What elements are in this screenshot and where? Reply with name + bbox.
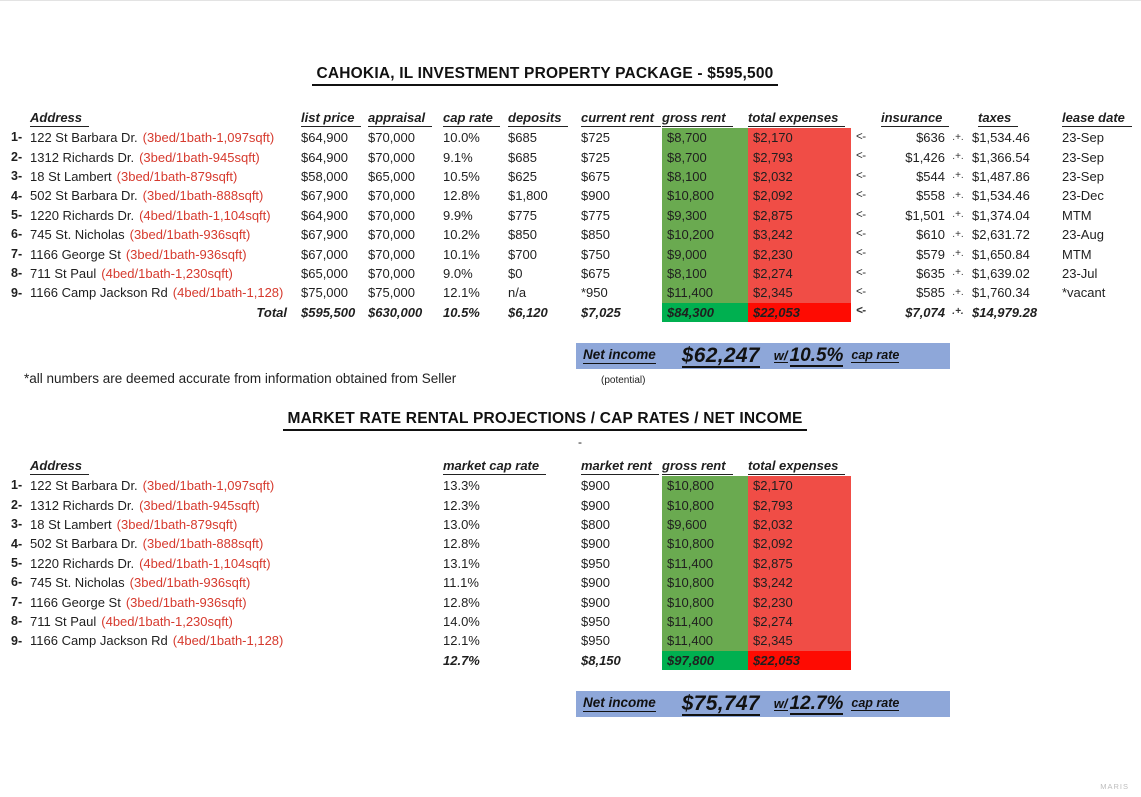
cap-rate-cell: 9.9% (443, 207, 473, 223)
row-number: 2- (11, 149, 23, 164)
market-rent-cell: $900 (581, 594, 610, 610)
list-price-cell: $67,900 (301, 227, 348, 243)
cap-rate-cell: 10.5% (443, 168, 480, 184)
taxes-cell: $1,650.84 (972, 246, 1030, 262)
col-header-market-rent: market rent (581, 459, 659, 475)
address-text: 502 St Barbara Dr. (30, 188, 138, 204)
current-rent-cell: $750 (581, 246, 610, 262)
gross-rent-cell: $8,100 (662, 167, 748, 186)
plus-separator: .+. (952, 131, 964, 143)
market-cap-rate-cell: 13.1% (443, 555, 480, 571)
address-text: 18 St Lambert (30, 168, 112, 184)
row-number: 3- (11, 517, 23, 532)
plus-separator: .+. (952, 306, 964, 318)
arrow-left-icon: <- (856, 266, 866, 279)
lease-date-cell: 23-Dec (1062, 188, 1104, 204)
address-text: 745 St. Nicholas (30, 575, 125, 591)
arrow-left-icon: <- (856, 208, 866, 221)
total-expenses-cell: $2,875 (748, 554, 851, 573)
cap-rate-cell: 10.1% (443, 246, 480, 262)
insurance-cell: $544 (916, 168, 945, 184)
address-cell (30, 286, 301, 299)
col-header-deposits: deposits (508, 111, 568, 127)
address-spec: (3bed/1bath-888sqft) (142, 536, 264, 552)
deposits-cell: $1,800 (508, 188, 548, 204)
address-cell (30, 615, 443, 628)
potential-note: (potential) (601, 375, 646, 386)
taxes-cell: $2,631.72 (972, 227, 1030, 243)
total-expenses-cell: $2,092 (748, 186, 851, 205)
lease-date-cell: *vacant (1062, 285, 1106, 301)
col-header-address: Address (30, 459, 89, 475)
address-text: 1220 Richards Dr. (30, 207, 135, 223)
market-cap-rate-cell: 12.3% (443, 497, 480, 513)
address-spec: (3bed/1bath-888sqft) (142, 188, 264, 204)
plus-separator: .+. (952, 248, 964, 260)
address-spec: (3bed/1bath-945sqft) (139, 497, 260, 513)
address-cell (30, 634, 443, 647)
list-price-cell: $67,900 (301, 188, 348, 204)
plus-separator: .+. (952, 170, 964, 182)
property-row (8, 225, 1140, 244)
address-spec: (4bed/1bath-1,104sqft) (139, 555, 271, 571)
property-row (8, 206, 1140, 225)
col-header-lease-date: lease date (1062, 111, 1132, 127)
table2-rows (8, 476, 851, 651)
insurance-cell: $579 (916, 246, 945, 262)
lease-date-cell: MTM (1062, 207, 1092, 223)
row-number: 9- (11, 633, 23, 648)
table1-total-row (8, 303, 1140, 322)
address-cell (30, 228, 301, 241)
cap-rate-cell: 12.8% (443, 188, 480, 204)
property-row (8, 592, 851, 611)
net-income-bar-current (576, 343, 950, 369)
deposits-cell: $625 (508, 168, 537, 184)
property-row (8, 167, 1140, 186)
net-income-bar-market (576, 691, 950, 717)
address-spec: (4bed/1bath-1,230sqft) (101, 613, 233, 629)
gross-rent-cell: $8,700 (662, 128, 748, 147)
property-row (8, 631, 851, 650)
market-cap-rate-cell: 11.1% (443, 575, 479, 591)
address-text: 1312 Richards Dr. (30, 149, 135, 165)
property-row (8, 476, 851, 495)
row-number: 8- (11, 266, 23, 281)
cap-rate-value: 10.5% (789, 344, 844, 366)
col-header-insurance: insurance (881, 111, 949, 127)
address-cell (30, 479, 443, 492)
gross-rent-cell: $9,000 (662, 244, 748, 263)
gross-rent-cell: $10,800 (662, 592, 748, 611)
total-taxes: $14,979.28 (972, 304, 1038, 320)
plus-separator: .+. (952, 209, 964, 221)
section2-title-text: MARKET RATE RENTAL PROJECTIONS / CAP RATES / NET INCOME (283, 410, 806, 431)
total-expenses-cell: $2,345 (748, 283, 851, 302)
plus-separator: .+. (952, 228, 964, 240)
deposits-cell: n/a (508, 285, 527, 301)
page-title (0, 65, 1090, 86)
market-rent-cell: $950 (581, 633, 610, 649)
net-income-amount: $75,747 (681, 691, 760, 715)
property-row (8, 128, 1140, 147)
net-income-amount: $62,247 (681, 343, 760, 367)
arrow-left-icon: <- (856, 189, 866, 202)
address-spec: (3bed/1bath-936sqft) (125, 246, 247, 262)
net-income-label: Net income (583, 347, 656, 363)
total-current-rent: $7,025 (581, 304, 621, 320)
lease-date-cell: 23-Aug (1062, 227, 1104, 243)
row-number: 2- (11, 497, 23, 512)
insurance-cell: $585 (916, 285, 945, 301)
address-text: 1166 George St (30, 246, 121, 262)
address-spec: (3bed/1bath-1,097sqft) (142, 478, 275, 494)
row-number: 8- (11, 614, 23, 629)
insurance-cell: $610 (916, 227, 945, 243)
address-spec: (3bed/1bath-945sqft) (139, 149, 260, 165)
insurance-cell: $635 (916, 265, 945, 281)
insurance-cell: $1,426 (905, 149, 945, 165)
appraisal-cell: $70,000 (368, 130, 415, 146)
address-spec: (3bed/1bath-936sqft) (129, 227, 251, 243)
appraisal-cell: $70,000 (368, 227, 415, 243)
list-price-cell: $58,000 (301, 168, 348, 184)
plus-separator: .+. (952, 151, 964, 163)
gross-rent-cell: $10,800 (662, 573, 748, 592)
property-row (8, 147, 1140, 166)
deposits-cell: $775 (508, 207, 537, 223)
address-spec: (4bed/1bath-1,230sqft) (101, 265, 233, 281)
address-text: 1166 Camp Jackson Rd (30, 633, 168, 649)
current-rent-cell: *950 (581, 285, 608, 301)
maris-watermark: MARIS (1100, 782, 1129, 791)
taxes-cell: $1,366.54 (972, 149, 1030, 165)
market-rent-cell: $950 (581, 613, 610, 629)
address-spec: (3bed/1bath-936sqft) (129, 575, 251, 591)
market-cap-rate-cell: 13.3% (443, 478, 480, 494)
address-cell (30, 499, 443, 512)
address-text: 1312 Richards Dr. (30, 497, 135, 513)
arrow-left-icon: <- (856, 169, 866, 182)
total-list-price: $595,500 (301, 304, 356, 320)
address-cell (30, 596, 443, 609)
cap-rate-cell: 12.1% (443, 285, 480, 301)
list-price-cell: $65,000 (301, 265, 348, 281)
address-cell (30, 151, 301, 164)
deposits-cell: $0 (508, 265, 523, 281)
cap-rate-label: cap rate (851, 695, 900, 710)
list-price-cell: $75,000 (301, 285, 348, 301)
cap-rate-cell: 9.1% (443, 149, 473, 165)
section2-title (0, 410, 1090, 431)
row-number: 5- (11, 556, 23, 570)
taxes-cell: $1,487.86 (972, 168, 1030, 184)
row-number: 7- (11, 594, 23, 609)
total-expenses-cell: $3,242 (748, 573, 851, 592)
col-header-market-cap-rate: market cap rate (443, 459, 546, 475)
col-header-total-expenses: total expenses (748, 111, 845, 127)
property-row (8, 612, 851, 631)
address-cell (30, 518, 443, 531)
col-header-gross-rent: gross rent (662, 459, 733, 475)
total-expenses: $22,053 (748, 303, 851, 322)
property-row (8, 554, 851, 573)
gross-rent-cell: $9,600 (662, 515, 748, 534)
list-price-cell: $64,900 (301, 207, 348, 223)
gross-rent-cell: $8,700 (662, 147, 748, 166)
row-number: 6- (11, 575, 23, 590)
row-number: 1- (11, 130, 23, 145)
address-spec: (4bed/1bath-1,128) (172, 633, 284, 649)
taxes-cell: $1,534.46 (972, 188, 1030, 204)
page-title-text: CAHOKIA, IL INVESTMENT PROPERTY PACKAGE - $595,500 (312, 65, 777, 86)
address-text: 502 St Barbara Dr. (30, 536, 138, 552)
lease-date-cell: MTM (1062, 246, 1092, 262)
property-row (8, 515, 851, 534)
gross-rent-cell: $10,800 (662, 186, 748, 205)
property-row (8, 534, 851, 553)
total-expenses-cell: $2,092 (748, 534, 851, 553)
taxes-cell: $1,374.04 (972, 207, 1030, 223)
arrow-left-icon: <- (856, 286, 866, 299)
total-cap-rate: 10.5% (443, 304, 480, 320)
arrow-left-icon: <- (856, 227, 866, 240)
market-cap-rate-cell: 12.1% (443, 633, 480, 649)
gross-rent-cell: $10,800 (662, 495, 748, 514)
property-row (8, 264, 1140, 283)
with-label: w/ (773, 348, 788, 363)
arrow-left-icon: <- (856, 247, 866, 260)
total-expenses-cell: $2,793 (748, 495, 851, 514)
arrow-left-icon: <- (856, 150, 866, 163)
total-expenses-cell: $3,242 (748, 225, 851, 244)
lease-date-cell: 23-Sep (1062, 149, 1104, 165)
current-rent-cell: $675 (581, 265, 610, 281)
gross-rent-cell: $8,100 (662, 264, 748, 283)
col-header-list-price: list price (301, 111, 361, 127)
market-rent-cell: $900 (581, 497, 610, 513)
insurance-cell: $636 (916, 130, 945, 146)
row-number: 3- (11, 169, 23, 184)
gross-rent-cell: $10,800 (662, 476, 748, 495)
row-number: 9- (11, 285, 23, 300)
total-expenses: $22,053 (748, 651, 851, 670)
market-rate-table (8, 457, 851, 670)
table1-rows (8, 128, 1140, 303)
arrow-left-icon: <- (856, 305, 866, 318)
cap-rate-cell: 9.0% (443, 265, 473, 281)
property-row (8, 244, 1140, 263)
row-number: 6- (11, 227, 23, 242)
cap-rate-value: 12.7% (789, 692, 844, 714)
market-rent-cell: $950 (581, 555, 610, 571)
address-spec: (3bed/1bath-1,097sqft) (142, 130, 275, 146)
address-cell (30, 170, 301, 183)
current-rent-table (8, 109, 1140, 322)
arrow-left-icon: <- (856, 130, 866, 143)
deposits-cell: $685 (508, 149, 537, 165)
current-rent-cell: $775 (581, 207, 610, 223)
address-text: 1166 George St (30, 594, 121, 610)
total-expenses-cell: $2,230 (748, 592, 851, 611)
gross-rent-cell: $9,300 (662, 206, 748, 225)
address-cell (30, 131, 301, 144)
market-cap-rate-cell: 12.8% (443, 536, 480, 552)
total-appraisal: $630,000 (368, 304, 423, 320)
property-row (8, 495, 851, 514)
address-text: 122 St Barbara Dr. (30, 478, 138, 494)
appraisal-cell: $70,000 (368, 149, 415, 165)
gross-rent-cell: $11,400 (662, 631, 748, 650)
current-rent-cell: $850 (581, 227, 610, 243)
current-rent-cell: $725 (581, 149, 610, 165)
col-header-total-expenses: total expenses (748, 459, 845, 475)
market-cap-rate-cell: 13.0% (443, 516, 480, 532)
col-header-address: Address (30, 111, 89, 127)
address-text: 745 St. Nicholas (30, 227, 125, 243)
appraisal-cell: $70,000 (368, 265, 415, 281)
total-expenses-cell: $2,875 (748, 206, 851, 225)
address-cell (30, 189, 301, 202)
plus-separator: .+. (952, 267, 964, 279)
total-gross-rent: $84,300 (662, 303, 748, 322)
gross-rent-cell: $10,200 (662, 225, 748, 244)
total-gross-rent: $97,800 (662, 651, 748, 670)
table1-header-row (8, 109, 1140, 128)
appraisal-cell: $70,000 (368, 246, 415, 262)
list-price-cell: $64,900 (301, 130, 348, 146)
col-header-gross-rent: gross rent (662, 111, 733, 127)
net-income-label: Net income (583, 695, 656, 711)
property-row (8, 573, 851, 592)
address-cell (30, 537, 443, 550)
list-price-cell: $64,900 (301, 149, 348, 165)
row-number: 4- (11, 188, 23, 203)
table2-header-row (8, 457, 851, 476)
property-row (8, 186, 1140, 205)
address-spec: (4bed/1bath-1,104sqft) (139, 207, 271, 223)
total-expenses-cell: $2,170 (748, 128, 851, 147)
total-market-cap-rate: 12.7% (443, 652, 480, 668)
address-cell (30, 267, 301, 280)
deposits-cell: $700 (508, 246, 537, 262)
row-number: 7- (11, 246, 23, 261)
row-number: 5- (11, 208, 23, 222)
gross-rent-cell: $11,400 (662, 612, 748, 631)
total-expenses-cell: $2,230 (748, 244, 851, 263)
lease-date-cell: 23-Jul (1062, 265, 1098, 281)
address-text: 1220 Richards Dr. (30, 555, 135, 571)
total-expenses-cell: $2,032 (748, 167, 851, 186)
appraisal-cell: $65,000 (368, 168, 415, 184)
cap-rate-label: cap rate (851, 347, 900, 362)
insurance-cell: $1,501 (905, 207, 945, 223)
plus-separator: .+. (952, 286, 964, 298)
address-spec: (3bed/1bath-879sqft) (116, 168, 238, 184)
col-header-appraisal: appraisal (368, 111, 432, 127)
market-rent-cell: $800 (581, 516, 610, 532)
address-text: 122 St Barbara Dr. (30, 130, 138, 146)
market-rent-cell: $900 (581, 575, 610, 591)
total-expenses-cell: $2,274 (748, 612, 851, 631)
appraisal-cell: $70,000 (368, 188, 415, 204)
total-expenses-cell: $2,032 (748, 515, 851, 534)
address-spec: (3bed/1bath-936sqft) (125, 594, 247, 610)
address-spec: (4bed/1bath-1,128) (172, 285, 284, 301)
deposits-cell: $850 (508, 227, 537, 243)
with-label: w/ (773, 696, 788, 711)
row-number: 1- (11, 478, 23, 493)
address-text: 711 St Paul (30, 265, 97, 281)
list-price-cell: $67,000 (301, 246, 348, 262)
table2-total-row (8, 651, 851, 670)
taxes-cell: $1,760.34 (972, 285, 1030, 301)
taxes-cell: $1,639.02 (972, 265, 1030, 281)
taxes-cell: $1,534.46 (972, 130, 1030, 146)
total-expenses-cell: $2,345 (748, 631, 851, 650)
current-rent-cell: $675 (581, 168, 610, 184)
address-cell (30, 248, 301, 261)
col-header-taxes: taxes (978, 111, 1018, 127)
cap-rate-cell: 10.0% (443, 130, 480, 146)
current-rent-cell: $725 (581, 130, 610, 146)
total-market-rent: $8,150 (581, 652, 621, 668)
address-text: 1166 Camp Jackson Rd (30, 285, 168, 301)
cap-rate-cell: 10.2% (443, 227, 480, 243)
market-rent-cell: $900 (581, 536, 610, 552)
stray-dash: - (578, 435, 582, 449)
address-text: 711 St Paul (30, 613, 97, 629)
disclaimer-note: *all numbers are deemed accurate from information obtained from Seller (24, 371, 457, 386)
market-cap-rate-cell: 12.8% (443, 594, 480, 610)
total-expenses-cell: $2,274 (748, 264, 851, 283)
insurance-cell: $558 (916, 188, 945, 204)
total-expenses-cell: $2,170 (748, 476, 851, 495)
address-spec: (3bed/1bath-879sqft) (116, 516, 238, 532)
property-row (8, 283, 1140, 302)
address-cell (30, 557, 443, 570)
address-cell (30, 209, 301, 222)
col-header-cap-rate: cap rate (443, 111, 500, 127)
lease-date-cell: 23-Sep (1062, 168, 1104, 184)
row-number: 4- (11, 536, 23, 551)
total-expenses-cell: $2,793 (748, 147, 851, 166)
address-text: 18 St Lambert (30, 516, 112, 532)
col-header-current-rent: current rent (581, 111, 661, 127)
appraisal-cell: $70,000 (368, 207, 415, 223)
total-deposits: $6,120 (508, 304, 548, 320)
gross-rent-cell: $11,400 (662, 554, 748, 573)
total-label: Total (256, 304, 287, 320)
address-cell (30, 576, 443, 589)
current-rent-cell: $900 (581, 188, 610, 204)
appraisal-cell: $75,000 (368, 285, 415, 301)
deposits-cell: $685 (508, 130, 537, 146)
market-rent-cell: $900 (581, 478, 610, 494)
plus-separator: .+. (952, 189, 964, 201)
total-insurance: $7,074 (905, 304, 945, 320)
lease-date-cell: 23-Sep (1062, 130, 1104, 146)
gross-rent-cell: $10,800 (662, 534, 748, 553)
gross-rent-cell: $11,400 (662, 283, 748, 302)
market-cap-rate-cell: 14.0% (443, 613, 480, 629)
